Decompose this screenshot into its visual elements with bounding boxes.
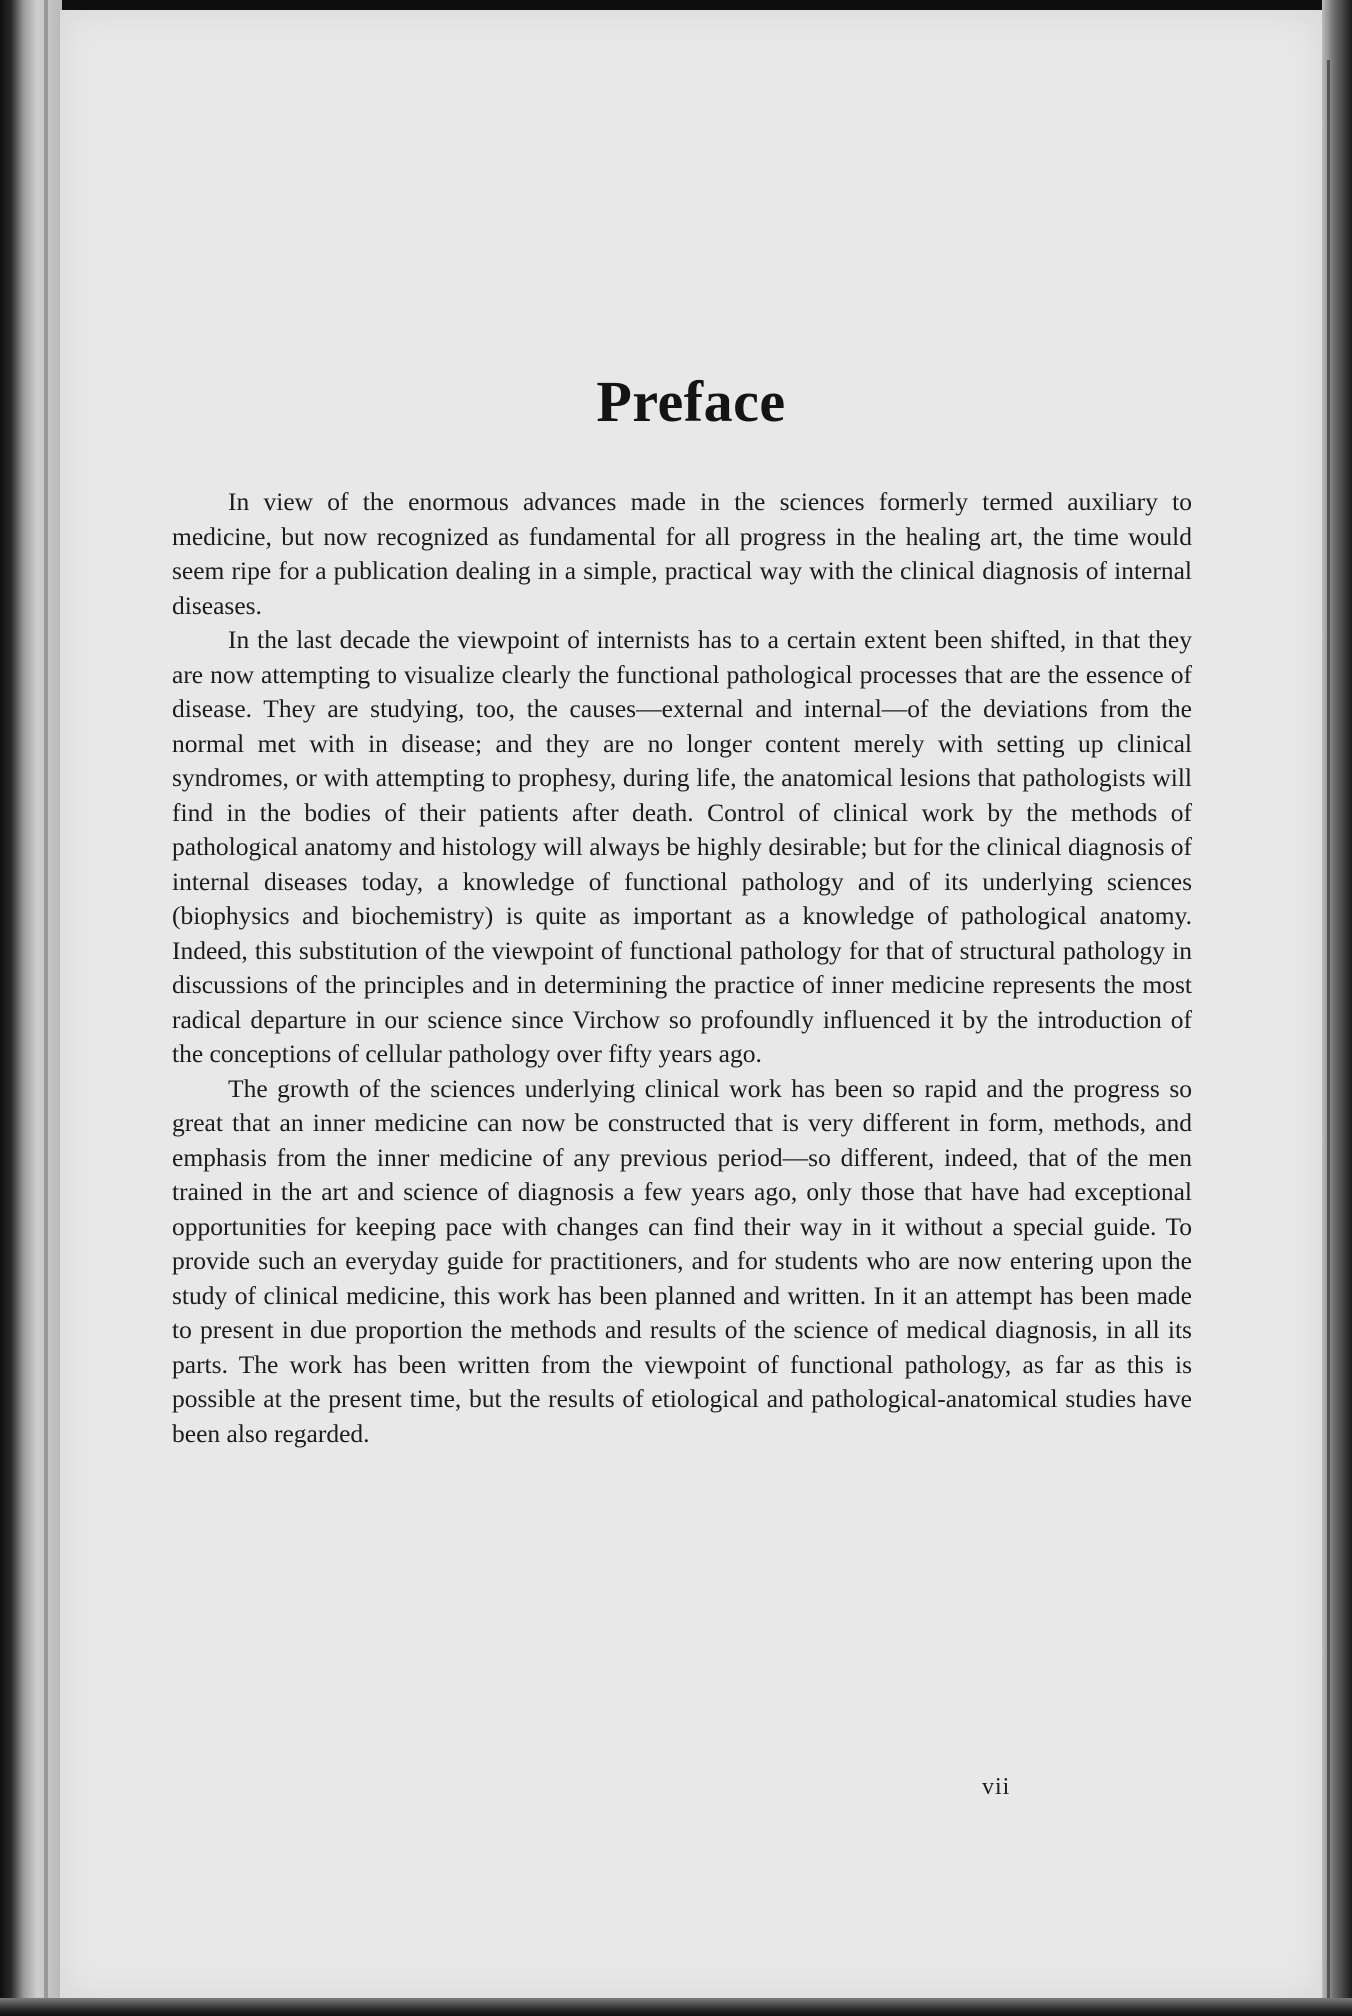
paragraph-3: The growth of the sciences underlying clinical work has been so rapid and the progress so great that an inner medicine can now be constructed that is very different in form, methods, and emphasis from the inner medicine of any previous period—so different, indeed, that of the men trained in the art and science of diagnosis a few years ago, only those that have had exceptional opportunities for keeping pace with changes can find their way in it without a special guide. To provide such an everyday guide for practitioners, and for students who are now entering upon the study of clinical medicine, this work has been planned and written. In it an attempt has been made to present in due proportion the methods and results of the science of medical diagnosis, in all its parts. The work has been written from the viewpoint of functional pathology, as far as this is possible at the present time, but the results of etiological and pathological-anatomical studies have been also regarded.: [172, 1073, 1192, 1448]
page-number: vii: [982, 1774, 1011, 1800]
page-title: Preface: [596, 369, 786, 434]
book-page: [60, 10, 1322, 2000]
spine-shadow-line: [44, 0, 48, 2016]
right-edge-shadow-line: [1327, 60, 1330, 2000]
paragraph-2: In the last decade the viewpoint of internists has to a certain extent been shifted, in that they are now attempting to visualize clearly the functional pathological processes that are the essence of disease. They are studying, too, the causes—external and internal—of the deviations from the normal met with in disease; and they are no longer content merely with setting up clinical syndromes, or with attempting to prophesy, during life, the anatomical lesions that pathologists will find in the bodies of their patients after death. Control of clinical work by the methods of pathological anatomy and histology will always be highly desirable; but for the clinical diagnosis of internal diseases today, a knowledge of functional pathology and of its underlying sciences (biophysics and biochemistry) is quite as important as a knowledge of pathological anatomy. Indeed, this substitution of the viewpoint of functional pathology for that of structural pathology in discussions of the principles and in determining the practice of inner medicine represents the most radical departure in our science since Virchow so profoundly influenced it by the introduction of the conceptions of cellular pathology over fifty years ago.: [172, 625, 1192, 1068]
paragraph-1: In view of the enormous advances made in the sciences formerly termed auxiliary to medicine, but now recognized as fundamental for all progress in the healing art, the time would seem ripe for a publication dealing in a simple, practical way with the clinical diagnosis of internal diseases.: [172, 487, 1192, 620]
bottom-scan-border: [0, 1998, 1352, 2016]
book-spine-edge: [0, 0, 62, 2016]
preface-body: [172, 485, 1192, 1451]
